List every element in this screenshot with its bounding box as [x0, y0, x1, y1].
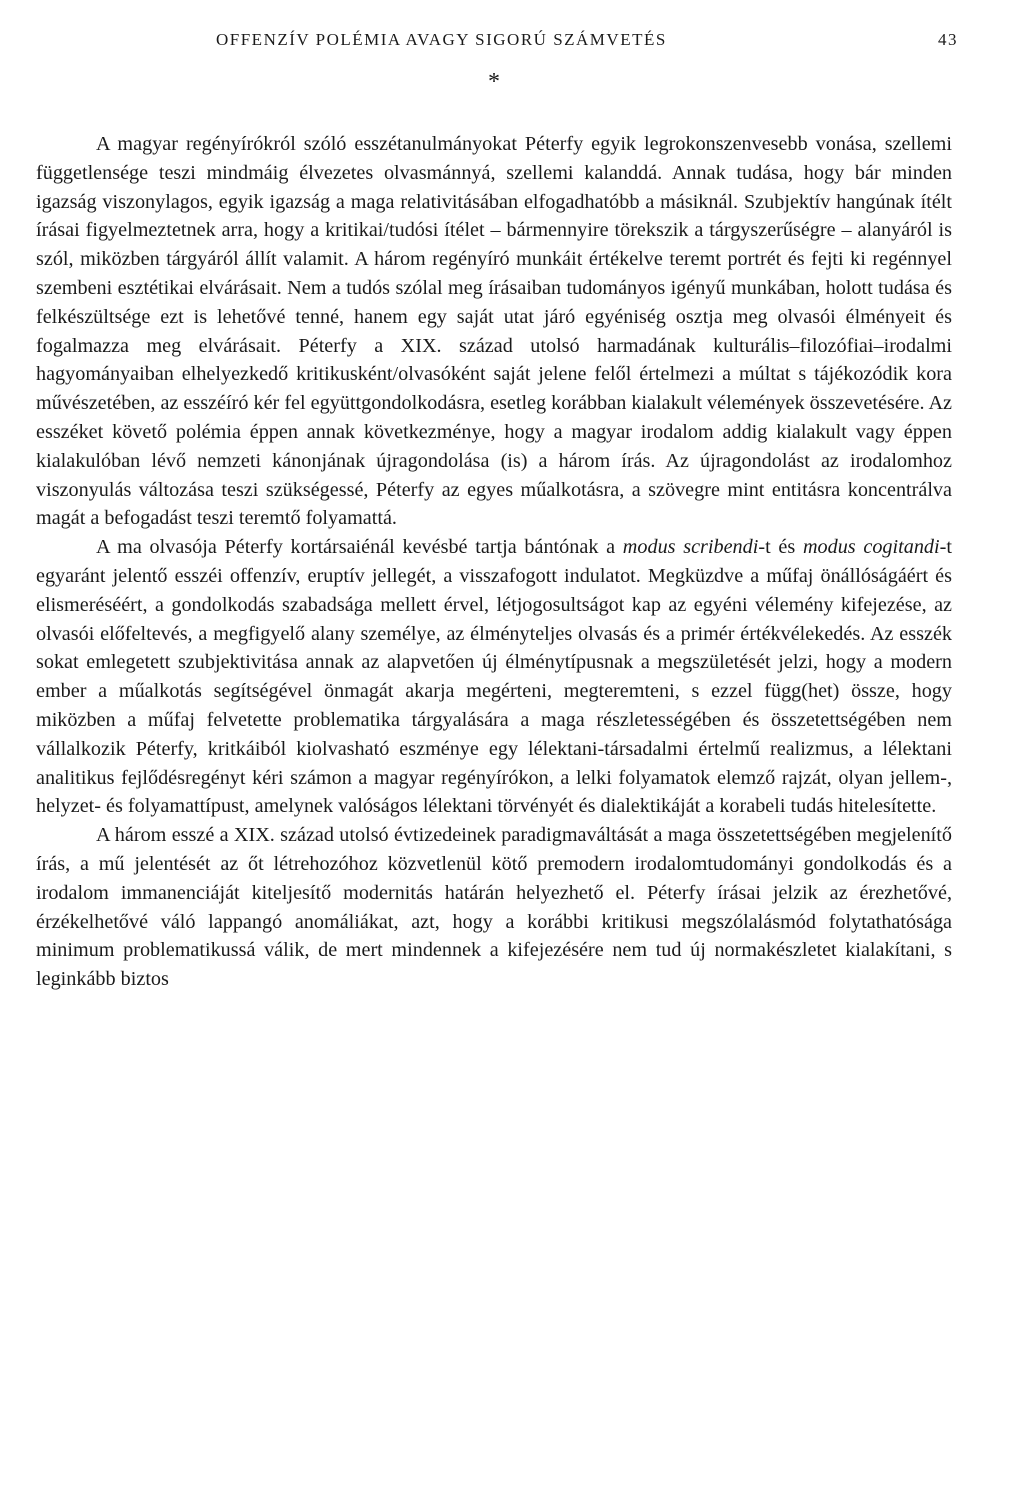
italic-term: modus cogitandi [802, 536, 940, 559]
running-head [36, 30, 958, 62]
paragraph [36, 533, 952, 821]
section-separator: * [488, 69, 500, 95]
body-text [36, 130, 952, 994]
paragraph [36, 130, 952, 533]
paragraph [36, 821, 952, 994]
page-number: 43 [938, 30, 958, 49]
text-run: A három esszé a XIX. század utolsó évtizedeinek paradigmaváltását a maga összetettségében megjelenítő írás, a mű jelentését az őt létrehozóhoz közvetlenül kötő premodern irodalomtudományi gondolkodás és a irodalom immanenciáját kiteljesítő modernitás határán helyezhető el. Péterfy írásai jelzik az érezhetővé, érzékelhetővé váló lappangó anomáliákat, azt, hogy a korábbi kritikusi megszólalásmód folytathatósága minimum problematikussá válik, de mert mindennek a kifejezésére nem tud új normakészletet kialakítani, s leginkább biztos [36, 824, 952, 991]
book-page [36, 30, 958, 994]
running-title: OFFENZÍV POLÉMIA AVAGY SIGORÚ SZÁMVETÉS [216, 30, 667, 49]
text-run: A magyar regényírókról szóló esszétanulmányokat Péterfy egyik legrokonszenvesebb vonása, szellemi függetlensége teszi mindmáig élvezetes olvasmánnyá, szellemi kalanddá. Annak tudása, hogy bár minden igazság viszonylagos, egyik igazság a maga relativitásában elfogadhatóbb a másiknál. Szubjektív hangúnak ítélt írásai figyelmeztetnek arra, hogy a kritikai/tudósi ítélet – bármennyire törekszik a tárgyszerűségre – alanyáról is szól, miközben tárgyáról állít valamit. A három regényíró munkáit értékelve teremt portrét és fejti ki regénnyel szembeni esztétikai elvárásait. Nem a tudós szólal meg írásaiban tudományos igényű munkában, holott tudása és felkészültsége ezt is lehetővé tenné, hanem egy saját utat járó egyéniség osztja meg olvasói élményeit és fogalmazza meg elvárásait. Péterfy a XIX. század utolsó harmadának kulturális–filozófiai–irodalmi hagyományaiban elhelyezkedő kritikusként/olvasóként saját jelene felől értelmezi a múltat s tájékozódik kora művészetében, az esszéíró kér fel együttgondolkodásra, esetleg korábban kialakult vélemények összevetésére. Az esszéket követő polémia éppen annak következménye, hogy a magyar irodalom addig kialakult vagy éppen kialakulóban lévő nemzeti kánonjának újragondolása (is) a három írás. Az újragondolást az irodalomhoz viszonyulás változása teszi szükségessé, Péterfy az egyes műalkotásra, a szövegre mint entitásra koncentrálva magát a befogadást teszi teremtő folyamattá. [36, 133, 952, 530]
text-run: -t és [758, 536, 803, 559]
text-run: A ma olvasója Péterfy kortársaiénál kevésbé tartja bántónak a [96, 536, 623, 559]
italic-term: modus scribendi [622, 536, 759, 559]
text-run: -t egyaránt jelentő esszéi offenzív, eruptív jellegét, a visszafogott indulatot. Megküzdve a műfaj önállóságáért és elismeréséért, a gondolkodás szabadsága mellett érvel, létjogosultságot kap az egyéni vélemény kifejezése, az olvasói előfeltevés, a megfigyelő alany személye, az élményteljes olvasás és a primér értékvélekedés. Az esszék sokat emlegetett szubjektivitása annak az alapvetően új élménytípusnak a megszületését jelzi, hogy a modern ember a műalkotás segítségével önmagát akarja megérteni, megteremteni, s ezzel függ(het) össze, hogy miközben a műfaj felvetette problematika tárgyalására a maga részletességében és összetettségében nem vállalkozik Péterfy, kritkáiból kiolvasható eszménye egy lélektani-társadalmi értelmű realizmus, a lélektani analitikus fejlődésregényt kéri számon a magyar regényírókon, a lelki folyamatok elemző rajzát, olyan jellem-, helyzet- és folyamattípust, amelynek valóságos lélektani törvényét és dialektikáját a korabeli tudás hitelesítette. [36, 536, 952, 818]
